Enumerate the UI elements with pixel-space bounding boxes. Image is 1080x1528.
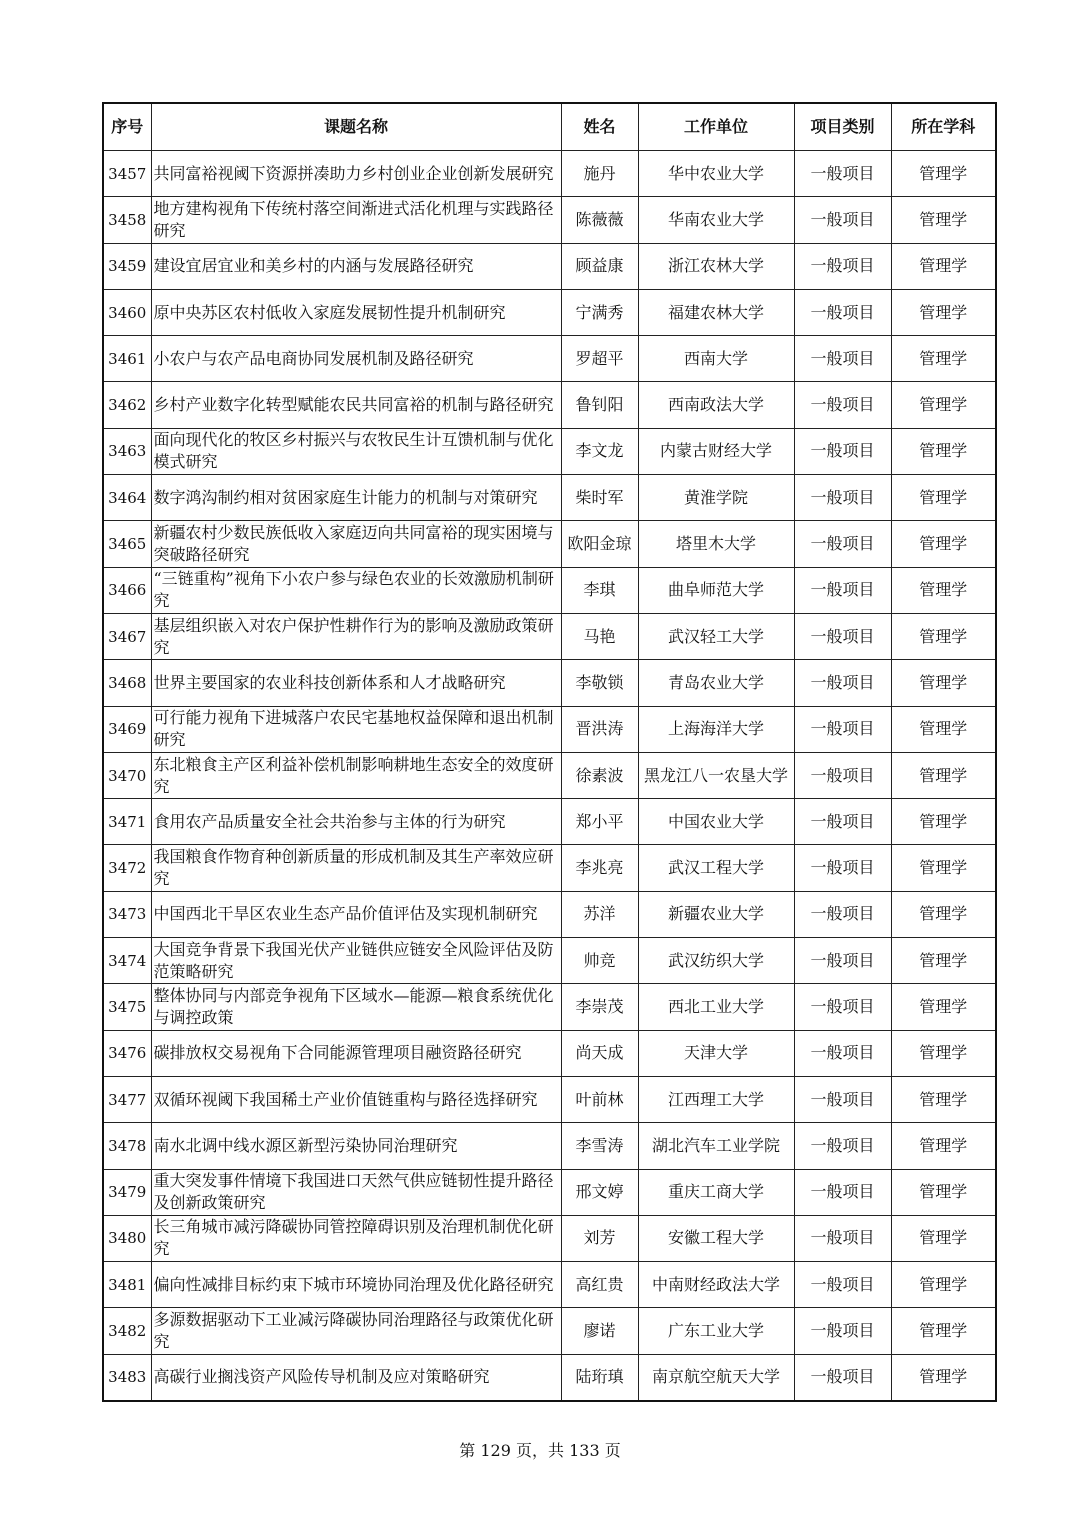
- row-title: 多源数据驱动下工业减污降碳协同治理路径与政策优化研究: [151, 1308, 561, 1354]
- row-unit: 天津大学: [638, 1030, 794, 1076]
- row-unit: 塔里木大学: [638, 521, 794, 567]
- table-row: [103, 938, 996, 984]
- table-row: [103, 984, 996, 1030]
- row-name: 李敬锁: [561, 660, 638, 706]
- header-discipline: 所在学科: [891, 103, 996, 151]
- row-category: 一般项目: [794, 1215, 891, 1261]
- table-row: [103, 1262, 996, 1308]
- row-category: 一般项目: [794, 289, 891, 335]
- row-name: 顾益康: [561, 243, 638, 289]
- row-title: “三链重构”视角下小农户参与绿色农业的长效激励机制研究: [151, 567, 561, 613]
- row-index: 3467: [103, 613, 151, 659]
- table-row: [103, 1076, 996, 1122]
- table-row: [103, 382, 996, 428]
- table-row: [103, 1308, 996, 1354]
- row-unit: 武汉工程大学: [638, 845, 794, 891]
- row-category: 一般项目: [794, 799, 891, 845]
- row-name: 晋洪涛: [561, 706, 638, 752]
- row-category: 一般项目: [794, 382, 891, 428]
- row-discipline: 管理学: [891, 752, 996, 798]
- row-title: 偏向性减排目标约束下城市环境协同治理及优化路径研究: [151, 1262, 561, 1308]
- row-category: 一般项目: [794, 660, 891, 706]
- row-name: 刘芳: [561, 1215, 638, 1261]
- row-unit: 上海海洋大学: [638, 706, 794, 752]
- table-row: [103, 752, 996, 798]
- row-name: 李兆亮: [561, 845, 638, 891]
- row-discipline: 管理学: [891, 613, 996, 659]
- row-title: 双循环视阈下我国稀土产业价值链重构与路径选择研究: [151, 1076, 561, 1122]
- row-category: 一般项目: [794, 984, 891, 1030]
- row-index: 3470: [103, 752, 151, 798]
- row-index: 3466: [103, 567, 151, 613]
- row-name: 郑小平: [561, 799, 638, 845]
- row-unit: 中南财经政法大学: [638, 1262, 794, 1308]
- table-header-row: [103, 103, 996, 151]
- row-title: 可行能力视角下进城落户农民宅基地权益保障和退出机制研究: [151, 706, 561, 752]
- header-name: 姓名: [561, 103, 638, 151]
- table-row: [103, 243, 996, 289]
- row-title: 地方建构视角下传统村落空间渐进式活化机理与实践路径研究: [151, 197, 561, 243]
- row-unit: 福建农林大学: [638, 289, 794, 335]
- table-row: [103, 151, 996, 197]
- row-title: 中国西北干旱区农业生态产品价值评估及实现机制研究: [151, 891, 561, 937]
- row-title: 碳排放权交易视角下合同能源管理项目融资路径研究: [151, 1030, 561, 1076]
- row-discipline: 管理学: [891, 799, 996, 845]
- table-row: [103, 197, 996, 243]
- row-name: 欧阳金琼: [561, 521, 638, 567]
- row-discipline: 管理学: [891, 289, 996, 335]
- row-index: 3457: [103, 151, 151, 197]
- row-index: 3459: [103, 243, 151, 289]
- table-row: [103, 1169, 996, 1215]
- row-title: 食用农产品质量安全社会共治参与主体的行为研究: [151, 799, 561, 845]
- row-category: 一般项目: [794, 1030, 891, 1076]
- row-title: 小农户与农产品电商协同发展机制及路径研究: [151, 336, 561, 382]
- row-title: 数字鸿沟制约相对贫困家庭生计能力的机制与对策研究: [151, 475, 561, 521]
- row-unit: 内蒙古财经大学: [638, 428, 794, 474]
- row-name: 鲁钊阳: [561, 382, 638, 428]
- row-category: 一般项目: [794, 475, 891, 521]
- header-index: 序号: [103, 103, 151, 151]
- row-index: 3479: [103, 1169, 151, 1215]
- row-index: 3475: [103, 984, 151, 1030]
- row-index: 3478: [103, 1123, 151, 1169]
- row-category: 一般项目: [794, 1262, 891, 1308]
- row-category: 一般项目: [794, 197, 891, 243]
- row-category: 一般项目: [794, 613, 891, 659]
- row-index: 3476: [103, 1030, 151, 1076]
- row-index: 3471: [103, 799, 151, 845]
- row-discipline: 管理学: [891, 567, 996, 613]
- row-discipline: 管理学: [891, 706, 996, 752]
- row-discipline: 管理学: [891, 1308, 996, 1354]
- table-row: [103, 1123, 996, 1169]
- row-discipline: 管理学: [891, 243, 996, 289]
- row-discipline: 管理学: [891, 660, 996, 706]
- row-discipline: 管理学: [891, 521, 996, 567]
- row-discipline: 管理学: [891, 475, 996, 521]
- row-unit: 西南大学: [638, 336, 794, 382]
- table-row: [103, 1215, 996, 1261]
- row-category: 一般项目: [794, 1123, 891, 1169]
- row-name: 柴时军: [561, 475, 638, 521]
- row-unit: 安徽工程大学: [638, 1215, 794, 1261]
- row-unit: 广东工业大学: [638, 1308, 794, 1354]
- row-category: 一般项目: [794, 706, 891, 752]
- header-title: 课题名称: [151, 103, 561, 151]
- row-discipline: 管理学: [891, 1215, 996, 1261]
- row-category: 一般项目: [794, 1308, 891, 1354]
- row-unit: 华中农业大学: [638, 151, 794, 197]
- row-discipline: 管理学: [891, 891, 996, 937]
- row-index: 3463: [103, 428, 151, 474]
- row-name: 帅竞: [561, 938, 638, 984]
- row-category: 一般项目: [794, 1169, 891, 1215]
- row-discipline: 管理学: [891, 428, 996, 474]
- row-category: 一般项目: [794, 521, 891, 567]
- row-index: 3460: [103, 289, 151, 335]
- row-index: 3483: [103, 1354, 151, 1400]
- table-row: [103, 799, 996, 845]
- row-discipline: 管理学: [891, 1076, 996, 1122]
- row-title: 原中央苏区农村低收入家庭发展韧性提升机制研究: [151, 289, 561, 335]
- row-title: 大国竞争背景下我国光伏产业链供应链安全风险评估及防范策略研究: [151, 938, 561, 984]
- row-index: 3462: [103, 382, 151, 428]
- row-unit: 湖北汽车工业学院: [638, 1123, 794, 1169]
- row-unit: 青岛农业大学: [638, 660, 794, 706]
- row-name: 宁满秀: [561, 289, 638, 335]
- row-name: 李雪涛: [561, 1123, 638, 1169]
- row-unit: 华南农业大学: [638, 197, 794, 243]
- row-title: 乡村产业数字化转型赋能农民共同富裕的机制与路径研究: [151, 382, 561, 428]
- row-title: 长三角城市减污降碳协同管控障碍识别及治理机制优化研究: [151, 1215, 561, 1261]
- row-category: 一般项目: [794, 336, 891, 382]
- table-row: [103, 567, 996, 613]
- row-name: 尚天成: [561, 1030, 638, 1076]
- row-title: 我国粮食作物育种创新质量的形成机制及其生产率效应研究: [151, 845, 561, 891]
- page-footer: 第 129 页，共 133 页: [459, 1441, 621, 1460]
- row-name: 李崇茂: [561, 984, 638, 1030]
- row-name: 陈薇薇: [561, 197, 638, 243]
- row-title: 东北粮食主产区利益补偿机制影响耕地生态安全的效度研究: [151, 752, 561, 798]
- table-row: [103, 1030, 996, 1076]
- row-discipline: 管理学: [891, 1354, 996, 1400]
- row-name: 叶前林: [561, 1076, 638, 1122]
- row-index: 3482: [103, 1308, 151, 1354]
- row-name: 苏洋: [561, 891, 638, 937]
- row-category: 一般项目: [794, 752, 891, 798]
- row-index: 3461: [103, 336, 151, 382]
- row-discipline: 管理学: [891, 1262, 996, 1308]
- row-discipline: 管理学: [891, 1123, 996, 1169]
- table-row: [103, 289, 996, 335]
- row-index: 3464: [103, 475, 151, 521]
- row-unit: 黑龙江八一农垦大学: [638, 752, 794, 798]
- row-name: 李琪: [561, 567, 638, 613]
- row-title: 新疆农村少数民族低收入家庭迈向共同富裕的现实困境与突破路径研究: [151, 521, 561, 567]
- row-unit: 江西理工大学: [638, 1076, 794, 1122]
- row-category: 一般项目: [794, 1076, 891, 1122]
- row-index: 3458: [103, 197, 151, 243]
- row-index: 3473: [103, 891, 151, 937]
- row-unit: 重庆工商大学: [638, 1169, 794, 1215]
- row-discipline: 管理学: [891, 1169, 996, 1215]
- row-name: 李文龙: [561, 428, 638, 474]
- row-title: 整体协同与内部竞争视角下区域水—能源—粮食系统优化与调控政策: [151, 984, 561, 1030]
- project-table: [102, 102, 997, 1402]
- row-index: 3472: [103, 845, 151, 891]
- row-unit: 黄淮学院: [638, 475, 794, 521]
- row-index: 3465: [103, 521, 151, 567]
- row-index: 3477: [103, 1076, 151, 1122]
- header-unit: 工作单位: [638, 103, 794, 151]
- row-category: 一般项目: [794, 151, 891, 197]
- table-row: [103, 475, 996, 521]
- table-row: [103, 428, 996, 474]
- row-name: 高红贵: [561, 1262, 638, 1308]
- row-index: 3481: [103, 1262, 151, 1308]
- table-row: [103, 336, 996, 382]
- row-title: 南水北调中线水源区新型污染协同治理研究: [151, 1123, 561, 1169]
- row-name: 陆珩瑱: [561, 1354, 638, 1400]
- row-title: 世界主要国家的农业科技创新体系和人才战略研究: [151, 660, 561, 706]
- row-unit: 浙江农林大学: [638, 243, 794, 289]
- row-discipline: 管理学: [891, 1030, 996, 1076]
- row-category: 一般项目: [794, 243, 891, 289]
- row-index: 3469: [103, 706, 151, 752]
- row-index: 3474: [103, 938, 151, 984]
- row-name: 罗超平: [561, 336, 638, 382]
- row-unit: 新疆农业大学: [638, 891, 794, 937]
- row-category: 一般项目: [794, 428, 891, 474]
- row-index: 3468: [103, 660, 151, 706]
- row-title: 基层组织嵌入对农户保护性耕作行为的影响及激励政策研究: [151, 613, 561, 659]
- row-discipline: 管理学: [891, 197, 996, 243]
- row-category: 一般项目: [794, 1354, 891, 1400]
- table-row: [103, 521, 996, 567]
- row-discipline: 管理学: [891, 336, 996, 382]
- row-index: 3480: [103, 1215, 151, 1261]
- table-row: [103, 706, 996, 752]
- row-name: 邢文婷: [561, 1169, 638, 1215]
- row-unit: 中国农业大学: [638, 799, 794, 845]
- row-discipline: 管理学: [891, 938, 996, 984]
- row-title: 共同富裕视阈下资源拼凑助力乡村创业企业创新发展研究: [151, 151, 561, 197]
- row-title: 建设宜居宜业和美乡村的内涵与发展路径研究: [151, 243, 561, 289]
- row-name: 徐素波: [561, 752, 638, 798]
- row-discipline: 管理学: [891, 151, 996, 197]
- table-row: [103, 660, 996, 706]
- row-category: 一般项目: [794, 891, 891, 937]
- row-name: 廖诺: [561, 1308, 638, 1354]
- row-discipline: 管理学: [891, 382, 996, 428]
- row-unit: 西南政法大学: [638, 382, 794, 428]
- table-row: [103, 613, 996, 659]
- table-row: [103, 891, 996, 937]
- row-category: 一般项目: [794, 938, 891, 984]
- row-unit: 武汉纺织大学: [638, 938, 794, 984]
- row-name: 施丹: [561, 151, 638, 197]
- row-discipline: 管理学: [891, 845, 996, 891]
- row-unit: 西北工业大学: [638, 984, 794, 1030]
- row-discipline: 管理学: [891, 984, 996, 1030]
- row-category: 一般项目: [794, 567, 891, 613]
- row-unit: 南京航空航天大学: [638, 1354, 794, 1400]
- row-category: 一般项目: [794, 845, 891, 891]
- row-unit: 武汉轻工大学: [638, 613, 794, 659]
- row-title: 重大突发事件情境下我国进口天然气供应链韧性提升路径及创新政策研究: [151, 1169, 561, 1215]
- row-title: 高碳行业搁浅资产风险传导机制及应对策略研究: [151, 1354, 561, 1400]
- header-category: 项目类别: [794, 103, 891, 151]
- table-row: [103, 845, 996, 891]
- table-row: [103, 1354, 996, 1400]
- row-title: 面向现代化的牧区乡村振兴与农牧民生计互馈机制与优化模式研究: [151, 428, 561, 474]
- row-name: 马艳: [561, 613, 638, 659]
- row-unit: 曲阜师范大学: [638, 567, 794, 613]
